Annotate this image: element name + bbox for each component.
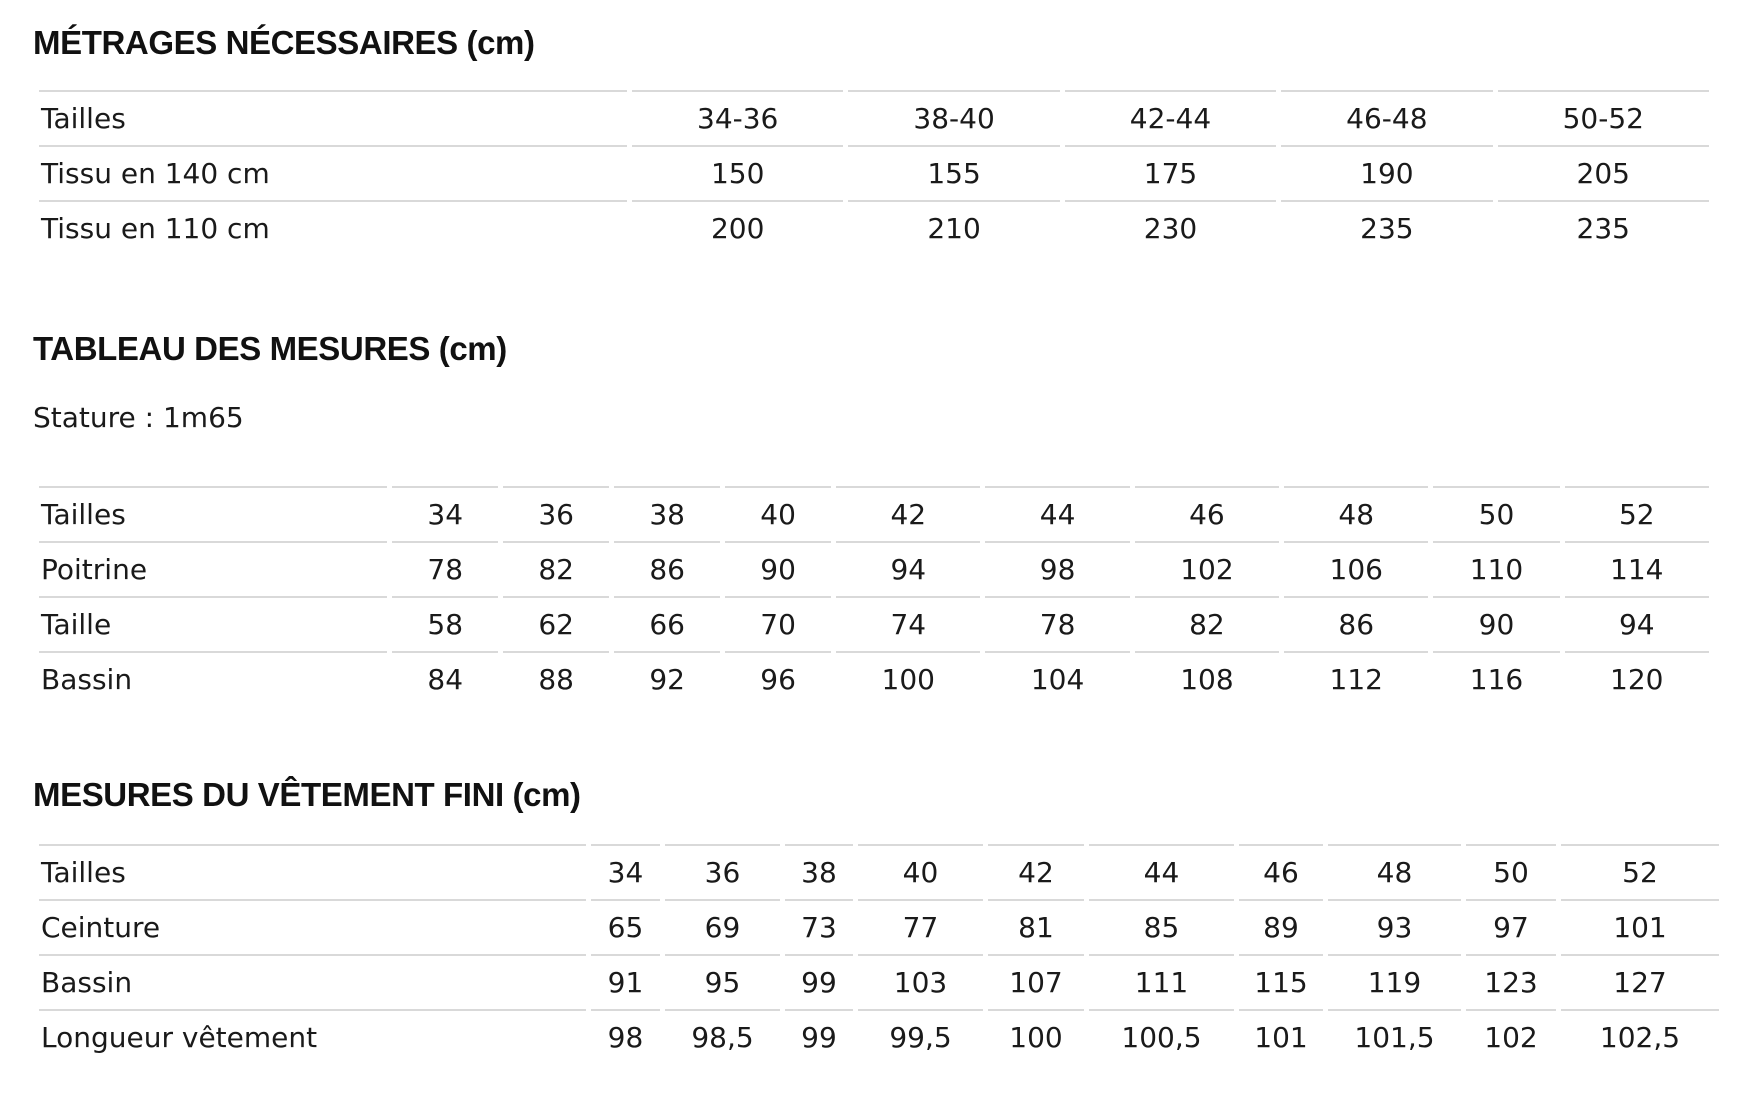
table-cell: 62 bbox=[503, 596, 609, 651]
table-cell: 38-40 bbox=[848, 90, 1059, 145]
table-row bbox=[39, 200, 1709, 255]
table-cell: 205 bbox=[1498, 145, 1709, 200]
table-cell: 101,5 bbox=[1328, 1009, 1461, 1064]
table-cell: 119 bbox=[1328, 954, 1461, 1009]
table-cell: 44 bbox=[985, 486, 1129, 541]
table-cell: 48 bbox=[1328, 844, 1461, 899]
row-label-tailles: Tailles bbox=[39, 486, 387, 541]
table-cell: 116 bbox=[1433, 651, 1559, 706]
table-cell: 69 bbox=[665, 899, 780, 954]
table-cell: 108 bbox=[1135, 651, 1279, 706]
table-cell: 42 bbox=[988, 844, 1084, 899]
table-cell: 230 bbox=[1065, 200, 1276, 255]
table-cell: 102 bbox=[1466, 1009, 1556, 1064]
table-cell: 50-52 bbox=[1498, 90, 1709, 145]
table-cell: 74 bbox=[836, 596, 980, 651]
table-cell: 104 bbox=[985, 651, 1129, 706]
table-row bbox=[39, 954, 1719, 1009]
table-cell: 34-36 bbox=[632, 90, 843, 145]
table-cell: 36 bbox=[665, 844, 780, 899]
table-cell: 103 bbox=[858, 954, 983, 1009]
table-cell: 77 bbox=[858, 899, 983, 954]
table-cell: 40 bbox=[725, 486, 831, 541]
table-cell: 46-48 bbox=[1281, 90, 1492, 145]
table-cell: 111 bbox=[1089, 954, 1234, 1009]
section-title-vetement: MESURES DU VÊTEMENT FINI (cm) bbox=[33, 776, 581, 813]
table-cell: 34 bbox=[392, 486, 498, 541]
row-label-poitrine: Poitrine bbox=[39, 541, 387, 596]
table-cell: 50 bbox=[1433, 486, 1559, 541]
table-cell: 92 bbox=[614, 651, 720, 706]
table-cell: 95 bbox=[665, 954, 780, 1009]
table-cell: 52 bbox=[1561, 844, 1719, 899]
table-cell: 200 bbox=[632, 200, 843, 255]
row-label-tissu-110: Tissu en 110 cm bbox=[39, 200, 627, 255]
table-cell: 155 bbox=[848, 145, 1059, 200]
table-row bbox=[39, 486, 1709, 541]
table-cell: 102,5 bbox=[1561, 1009, 1719, 1064]
table-cell: 86 bbox=[614, 541, 720, 596]
table-cell: 175 bbox=[1065, 145, 1276, 200]
table-cell: 115 bbox=[1239, 954, 1323, 1009]
table-cell: 98 bbox=[591, 1009, 660, 1064]
table-cell: 82 bbox=[503, 541, 609, 596]
table-cell: 38 bbox=[614, 486, 720, 541]
table-cell: 42-44 bbox=[1065, 90, 1276, 145]
table-cell: 90 bbox=[725, 541, 831, 596]
row-label-bassin: Bassin bbox=[39, 651, 387, 706]
table-cell: 94 bbox=[836, 541, 980, 596]
table-cell: 93 bbox=[1328, 899, 1461, 954]
table-cell: 86 bbox=[1284, 596, 1428, 651]
row-label-bassin: Bassin bbox=[39, 954, 586, 1009]
table-row bbox=[39, 90, 1709, 145]
table-cell: 84 bbox=[392, 651, 498, 706]
table-cell: 38 bbox=[785, 844, 853, 899]
table-cell: 46 bbox=[1135, 486, 1279, 541]
table-row bbox=[39, 844, 1719, 899]
row-label-tailles: Tailles bbox=[39, 844, 586, 899]
table-cell: 112 bbox=[1284, 651, 1428, 706]
row-label-longueur: Longueur vêtement bbox=[39, 1009, 586, 1064]
table-cell: 100 bbox=[988, 1009, 1084, 1064]
table-cell: 89 bbox=[1239, 899, 1323, 954]
table-cell: 34 bbox=[591, 844, 660, 899]
row-label-ceinture: Ceinture bbox=[39, 899, 586, 954]
table-cell: 78 bbox=[985, 596, 1129, 651]
table-cell: 106 bbox=[1284, 541, 1428, 596]
table-vetement bbox=[34, 844, 1724, 1064]
table-cell: 99 bbox=[785, 954, 853, 1009]
table-cell: 48 bbox=[1284, 486, 1428, 541]
table-cell: 50 bbox=[1466, 844, 1556, 899]
table-cell: 88 bbox=[503, 651, 609, 706]
table-cell: 98,5 bbox=[665, 1009, 780, 1064]
table-cell: 96 bbox=[725, 651, 831, 706]
table-mesures bbox=[34, 486, 1714, 706]
table-cell: 107 bbox=[988, 954, 1084, 1009]
table-cell: 210 bbox=[848, 200, 1059, 255]
row-label-tailles: Tailles bbox=[39, 90, 627, 145]
table-cell: 65 bbox=[591, 899, 660, 954]
table-cell: 44 bbox=[1089, 844, 1234, 899]
table-cell: 58 bbox=[392, 596, 498, 651]
table-cell: 82 bbox=[1135, 596, 1279, 651]
section-title-metrages: MÉTRAGES NÉCESSAIRES (cm) bbox=[33, 24, 535, 61]
table-cell: 101 bbox=[1561, 899, 1719, 954]
table-cell: 42 bbox=[836, 486, 980, 541]
table-cell: 66 bbox=[614, 596, 720, 651]
table-row bbox=[39, 1009, 1719, 1064]
table-row bbox=[39, 651, 1709, 706]
table-cell: 40 bbox=[858, 844, 983, 899]
table-metrages bbox=[34, 90, 1714, 255]
table-cell: 99,5 bbox=[858, 1009, 983, 1064]
table-row bbox=[39, 596, 1709, 651]
table-row bbox=[39, 541, 1709, 596]
table-cell: 85 bbox=[1089, 899, 1234, 954]
table-cell: 99 bbox=[785, 1009, 853, 1064]
table-cell: 97 bbox=[1466, 899, 1556, 954]
table-cell: 100 bbox=[836, 651, 980, 706]
stature-text: Stature : 1m65 bbox=[33, 401, 244, 434]
table-cell: 94 bbox=[1565, 596, 1709, 651]
table-cell: 114 bbox=[1565, 541, 1709, 596]
table-cell: 73 bbox=[785, 899, 853, 954]
table-cell: 100,5 bbox=[1089, 1009, 1234, 1064]
table-cell: 78 bbox=[392, 541, 498, 596]
table-cell: 90 bbox=[1433, 596, 1559, 651]
table-cell: 52 bbox=[1565, 486, 1709, 541]
table-cell: 190 bbox=[1281, 145, 1492, 200]
row-label-tissu-140: Tissu en 140 cm bbox=[39, 145, 627, 200]
table-row bbox=[39, 145, 1709, 200]
table-cell: 98 bbox=[985, 541, 1129, 596]
table-cell: 46 bbox=[1239, 844, 1323, 899]
table-cell: 91 bbox=[591, 954, 660, 1009]
table-cell: 101 bbox=[1239, 1009, 1323, 1064]
table-cell: 235 bbox=[1281, 200, 1492, 255]
table-cell: 235 bbox=[1498, 200, 1709, 255]
table-cell: 110 bbox=[1433, 541, 1559, 596]
table-cell: 127 bbox=[1561, 954, 1719, 1009]
table-cell: 36 bbox=[503, 486, 609, 541]
table-cell: 81 bbox=[988, 899, 1084, 954]
table-cell: 150 bbox=[632, 145, 843, 200]
table-row bbox=[39, 899, 1719, 954]
table-cell: 120 bbox=[1565, 651, 1709, 706]
table-cell: 70 bbox=[725, 596, 831, 651]
table-cell: 102 bbox=[1135, 541, 1279, 596]
row-label-taille: Taille bbox=[39, 596, 387, 651]
table-cell: 123 bbox=[1466, 954, 1556, 1009]
section-title-mesures: TABLEAU DES MESURES (cm) bbox=[33, 330, 507, 367]
